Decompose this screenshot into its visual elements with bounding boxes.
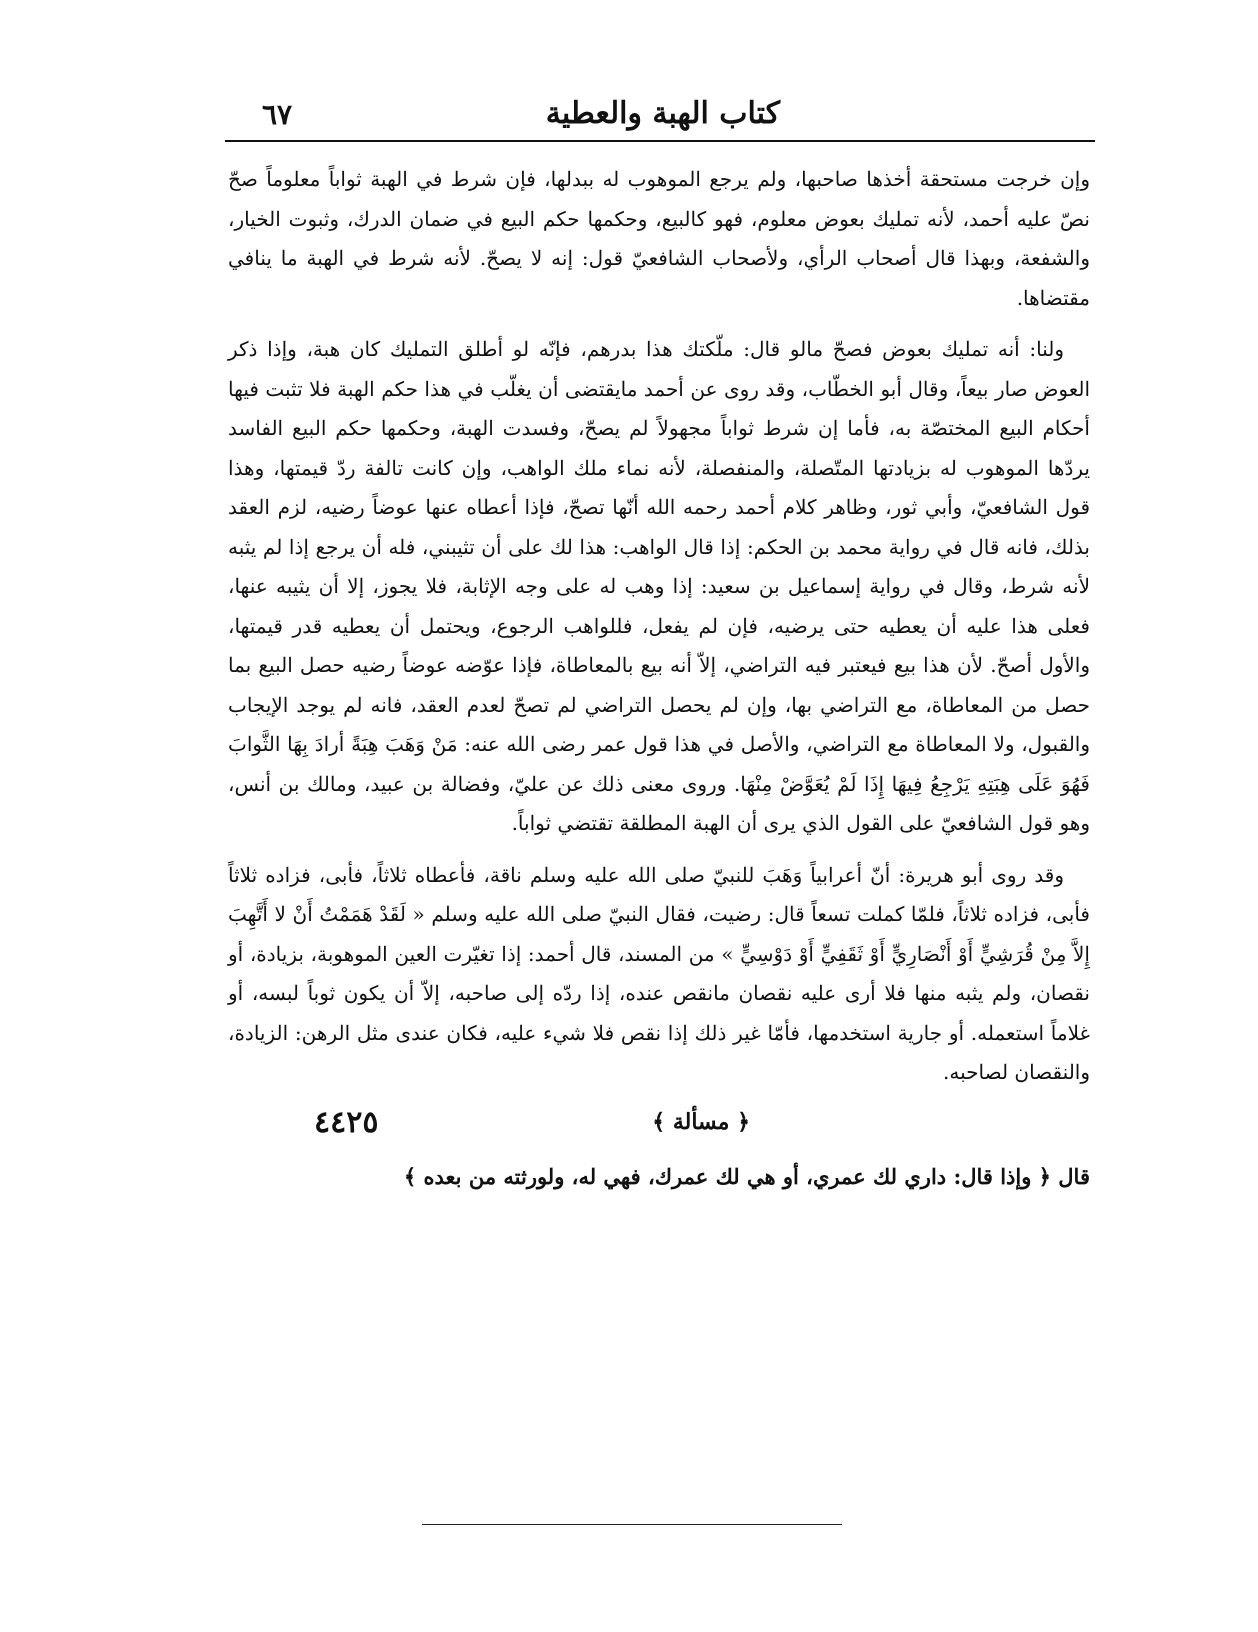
main-text	[228, 160, 1090, 1197]
page-header	[230, 88, 1080, 142]
masala-text: قال ﴿ وإذا قال: داري لك عمري، أو هي لك عمرك، فهي له، ولورثته من بعده ﴾	[403, 1163, 1090, 1189]
masala-number: ٤٤٢٥	[314, 1104, 379, 1140]
paragraph-1: وإن خرجت مستحقة أخذها صاحبها، ولم يرجع الموهوب له ببدلها، فإن شرط في الهبة ثواباً معلوماً صحّ نصّ عليه أحمد، لأنه تمليك بعوض معلوم، فهو كالبيع، وحكمها حكم البيع في ضمان الدرك، وثبوت الخيار، والشفعة، وبهذا قال أصحاب الرأي، ولأصحاب الشافعيّ قول: إنه لا يصحّ. لأنه شرط في الهبة ما ينافي مقتضاها.	[228, 167, 1090, 310]
running-title: كتاب الهبة والعطية	[545, 96, 780, 131]
paragraph-2: ولنا: أنه تمليك بعوض فصحّ مالو قال: ملّكتك هذا بدرهم، فإنّه لو أطلق التمليك كان هبة، وإذا ذكر العوض صار بيعاً، وقال أبو الخطّاب، وقد روى عن أحمد مايقتضى أن يغلّب في هذا حكم الهبة فلا تثبت فيها أحكام البيع المختصّة به، فأما إن شرط ثواباً مجهولاً لم يصحّ، وفسدت الهبة، وحكمها حكم البيع الفاسد يردّها الموهوب له بزيادتها المتّصلة، والمنفصلة، لأنه نماء ملك الواهب، وإن كانت تالفة ردّ قيمتها، وهذا قول الشافعيّ، وأبي ثور، وظاهر كلام أحمد رحمه الله أنّها تصحّ، فإذا أعطاه عنها عوضاً رضيه، لزم العقد بذلك، فانه قال في رواية محمد بن الحكم: إذا قال الواهب: هذا لك على أن تثيبني، فله أن يرجع إذا لم يثبه لأنه شرط، وقال في رواية إسماعيل بن سعيد: إذا وهب له على وجه الإثابة، فلا يجوز، إلا أن يثيبه عنها، فعلى هذا عليه أن يعطيه حتى يرضيه، فإن لم يفعل، فللواهب الرجوع، ويحتمل أن يعطيه قدر قيمتها، والأول أصحّ. لأن هذا بيع فيعتبر فيه التراضي، إلاّ أنه بيع بالمعاطاة، فإذا عوّضه عوضاً رضيه حصل البيع بما حصل من المعاطاة، مع التراضي بها، وإن لم يحصل التراضي لم تصحّ لعدم العقد، فانه لم يوجد الإيجاب والقبول، ولا المعاطاة مع التراضي، والأصل في هذا قول عمر رضى الله عنه: مَنْ وَهَبَ هِبَةً أرادَ بِهَا الثَّوابَ فَهُوَ عَلَى هِبَتِهِ يَرْجِعُ فِيهَا إِذَا لَمْ يُعَوَّضْ مِنْهَا. وروى معنى ذلك عن عليّ، وفضالة بن عبيد، ومالك بن أنس، وهو قول الشافعيّ على القول الذي يرى أن الهبة المطلقة تقتضي ثواباً.	[228, 337, 1091, 835]
masala-heading	[228, 1105, 1090, 1149]
masala-title: ﴿ مسألة ﴾	[652, 1108, 750, 1135]
footnote-divider	[422, 1524, 842, 1525]
paragraph-3: وقد روى أبو هريرة: أنّ أعرابياً وَهَبَ للنبيّ صلى الله عليه وسلم ناقة، فأعطاه ثلاثاً، فأبى، فزاده ثلاثاً فأبى، فزاده ثلاثاً، فلمّا كملت تسعاً قال: رضيت، فقال النبيّ صلى الله عليه وسلم « لَقَدْ هَمَمْتُ أَنْ لا أَتَّهِبَ إِلاَّ مِنْ قُرَشِيٍّ أَوْ أَنْصَارِيٍّ أَوْ ثَقَفِيٍّ أَوْ دَوْسِيٍّ » من المسند، قال أحمد: إذا تغيّرت العين الموهوبة، بزيادة، أو نقصان، ولم يثبه منها فلا أرى عليه نقصان مانقص عنده، إذا ردّه إلى صاحبه، إلاّ أن يكون ثوباً لبسه، أو غلاماً استعمله. أو جارية استخدمها، فأمّا غير ذلك إذا نقص فلا شيء عليه، فكان عندى مثل الرهن: الزيادة، والنقصان لصاحبه.	[228, 862, 1090, 1084]
page-number: ٦٧	[262, 98, 293, 131]
header-divider	[225, 140, 1095, 142]
